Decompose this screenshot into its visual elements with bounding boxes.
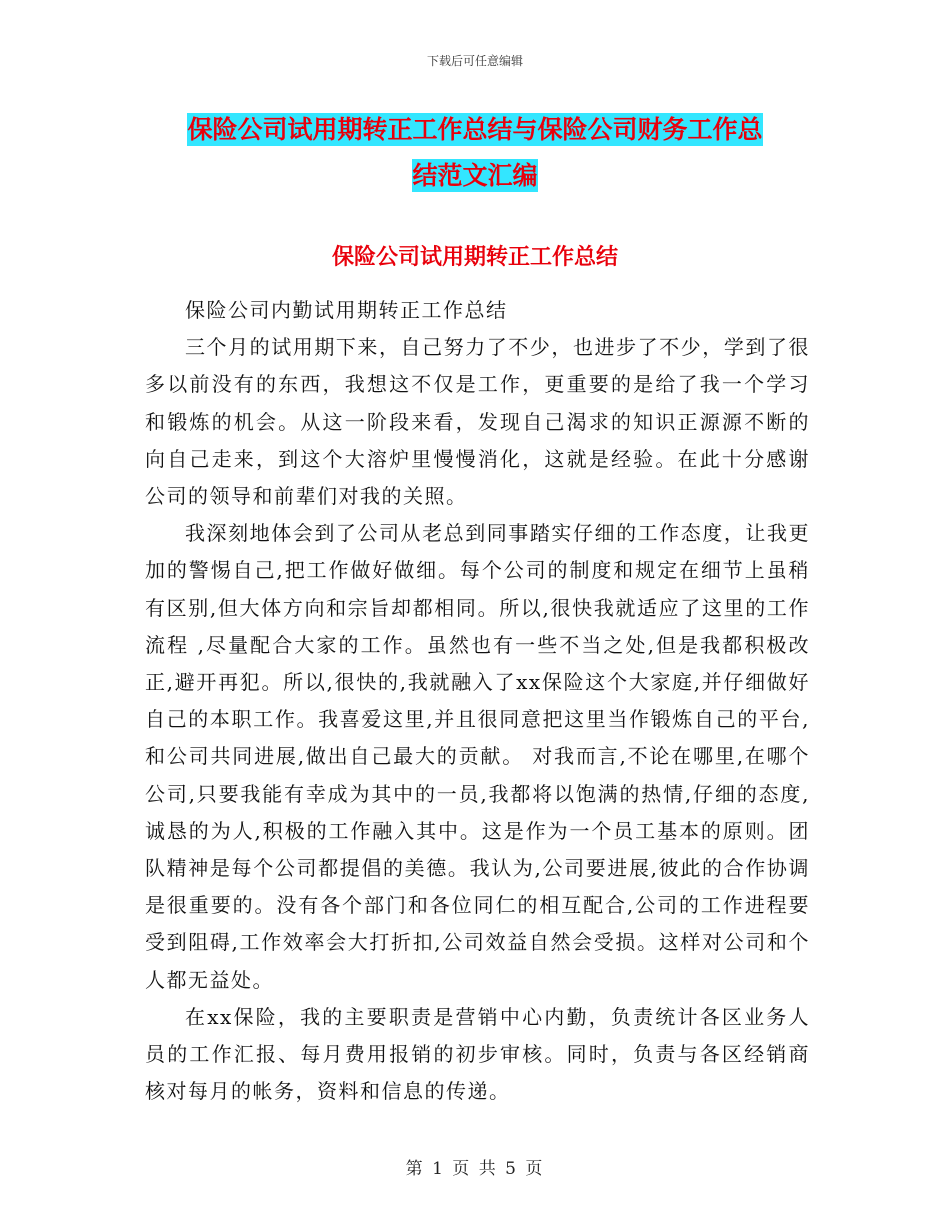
body-paragraph: 在xx保险，我的主要职责是营销中心内勤，负责统计各区业务人员的工作汇报、每月费用报销的初步审核。同时，负责与各区经销商核对每月的帐务，资料和信息的传递。: [145, 1004, 810, 1104]
header-note: 下载后可任意编辑: [426, 54, 523, 68]
body-subtitle: 保险公司内勤试用期转正工作总结: [185, 298, 508, 322]
section-title: 保险公司试用期转正工作总结: [331, 245, 618, 270]
document-title-line-2: [0, 154, 950, 198]
body-paragraph: 三个月的试用期下来，自己努力了不少，也进步了不少，学到了很多以前没有的东西，我想这不仅是工作，更重要的是给了我一个学习和锻炼的机会。从这一阶段来看，发现自己渴求的知识正源源不断的向自己走来，到这个大溶炉里慢慢消化，这就是经验。在此十分感谢公司的领导和前辈们对我的关照。: [145, 335, 810, 509]
document-title-line-1: [0, 108, 950, 152]
page-footer: 第 1 页 共 5 页: [405, 1159, 545, 1179]
body-text: [145, 292, 810, 1110]
body-paragraph: 我深刻地体会到了公司从老总到同事踏实仔细的工作态度，让我更加的警惕自己,把工作做好做细。每个公司的制度和规定在细节上虽稍有区别,但大体方向和宗旨却都相同。所以,很快我就适应了这里的工作 流程 ,尽量配合大家的工作。虽然也有一些不当之处,但是我都积极改正,避开再犯。所以,很快的,我就融入了xx保险这个大家庭,并仔细做好自己的本职工作。我喜爱这里,并且很同意把这里当作锻炼自己的平台,和公司共同进展,做出自己最大的贡献。 对我而言,不论在哪里,在哪个公司,只要我能有幸成为其中的一员,我都将以饱满的热情,仔细的态度,诚恳的为人,积极的工作融入其中。这是作为一个员工基本的原则。团队精神是每个公司都提倡的美德。我认为,公司要进展,彼此的合作协调是很重要的。没有各个部门和各位同仁的相互配合,公司的工作进程要受到阻碍,工作效率会大打折扣,公司效益自然会受损。这样对公司和个人都无益处。: [145, 521, 810, 992]
title-highlight-1: 保险公司试用期转正工作总结与保险公司财务工作总: [187, 115, 763, 144]
title-highlight-2: 结范文汇编: [412, 161, 538, 190]
